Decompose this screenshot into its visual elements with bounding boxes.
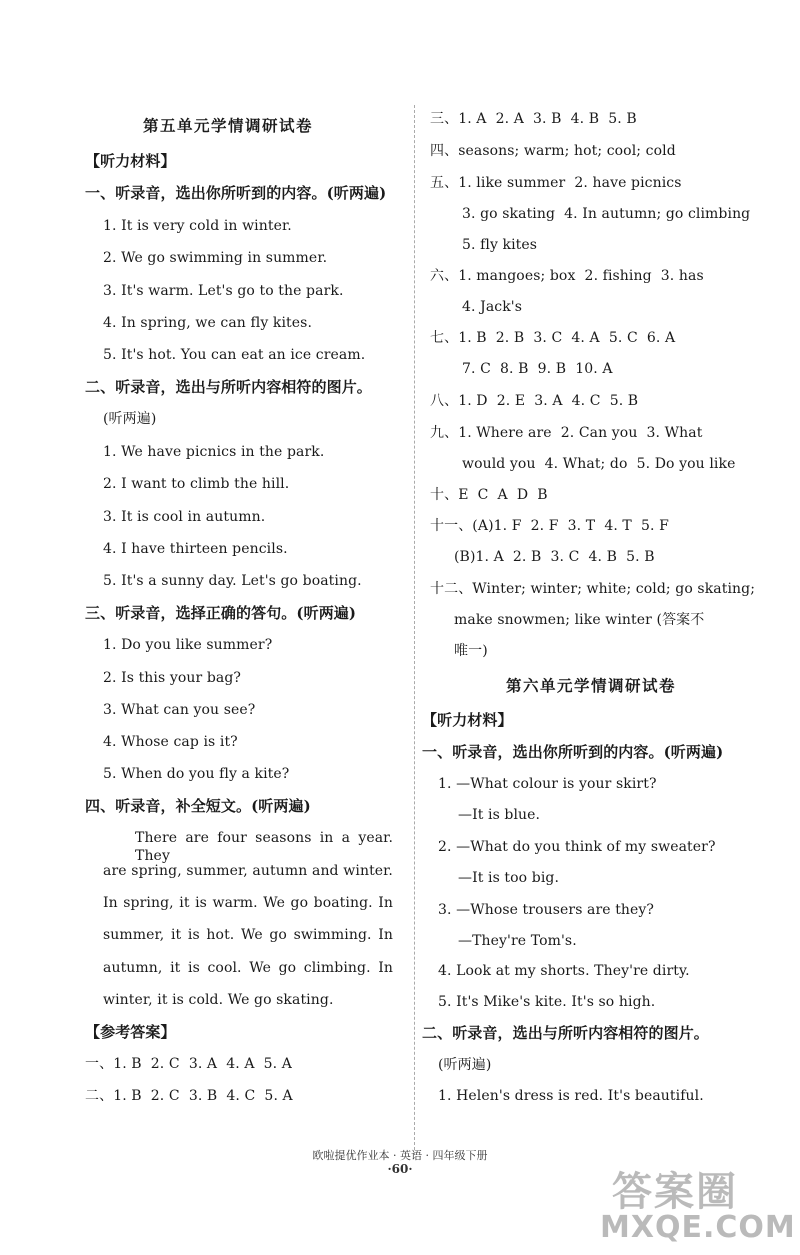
- answer-line: 3. go skating 4. In autumn; go climbing: [462, 206, 751, 222]
- answer-line: 四、seasons; warm; hot; cool; cold: [430, 143, 676, 159]
- unit6-part1-line: 5. It's Mike's kite. It's so high.: [438, 994, 656, 1010]
- answer-line: 六、1. mangoes; box 2. fishing 3. has: [430, 268, 704, 284]
- answer-line: 七、1. B 2. B 3. C 4. A 5. C 6. A: [430, 330, 676, 346]
- unit5-part3-item: 2. Is this your bag?: [103, 670, 242, 686]
- watermark-top-text: 答案圈: [612, 1169, 738, 1215]
- unit5-part2-item: 2. I want to climb the hill.: [103, 476, 290, 492]
- answer-line: 三、1. A 2. A 3. B 4. B 5. B: [430, 111, 637, 127]
- unit5-part3-item: 4. Whose cap is it?: [103, 734, 238, 750]
- answer-line: 十二、Winter; winter; white; cold; go skating;: [430, 581, 756, 597]
- footer-book-title: 欧啦提优作业本 · 英语 · 四年级下册: [312, 1149, 488, 1162]
- unit5-part4-line: autumn, it is cool. We go climbing. In: [103, 960, 393, 976]
- answer-line: would you 4. What; do 5. Do you like: [462, 456, 736, 472]
- unit6-part2-heading: 二、听录音，选出与所听内容相符的图片。: [422, 1024, 709, 1042]
- unit5-part4-line: winter, it is cold. We go skating.: [103, 992, 334, 1008]
- answer-line: 十、E C A D B: [430, 487, 548, 503]
- unit5-part2-note: (听两遍): [103, 411, 157, 427]
- answer-line: 7. C 8. B 9. B 10. A: [462, 361, 613, 377]
- unit5-part4-line: There are four seasons in a year. They: [135, 830, 393, 864]
- unit5-part1-item: 1. It is very cold in winter.: [103, 218, 292, 234]
- page-number: ·60·: [387, 1162, 413, 1176]
- answer-line: 八、1. D 2. E 3. A 4. C 5. B: [430, 393, 639, 409]
- unit5-part4-line: summer, it is hot. We go swimming. In: [103, 927, 393, 943]
- answer-line: (B)1. A 2. B 3. C 4. B 5. B: [454, 549, 655, 565]
- unit5-title: 第五单元学情调研试卷: [143, 116, 314, 135]
- unit5-answer-line: 一、1. B 2. C 3. A 4. A 5. A: [85, 1056, 292, 1072]
- answer-line: 十一、(A)1. F 2. F 3. T 4. T 5. F: [430, 518, 669, 534]
- unit5-part2-item: 5. It's a sunny day. Let's go boating.: [103, 573, 362, 589]
- unit5-part1-item: 5. It's hot. You can eat an ice cream.: [103, 347, 366, 363]
- unit5-part3-item: 5. When do you fly a kite?: [103, 766, 290, 782]
- unit5-part1-item: 2. We go swimming in summer.: [103, 250, 328, 266]
- unit5-part4-line: In spring, it is warm. We go boating. In: [103, 895, 393, 911]
- answer-line: make snowmen; like winter (答案不: [454, 612, 705, 628]
- watermark-bottom-text: MXQE.COM: [600, 1210, 796, 1245]
- unit5-part3-heading: 三、听录音，选择正确的答句。(听两遍): [85, 604, 357, 622]
- answer-line: 5. fly kites: [462, 237, 538, 253]
- unit6-part1-line: 4. Look at my shorts. They're dirty.: [438, 963, 690, 979]
- unit6-part1-line: 1. —What colour is your skirt?: [438, 776, 657, 792]
- answer-line: 唯一): [454, 643, 488, 659]
- unit5-listening-label: 【听力材料】: [85, 152, 176, 170]
- unit6-part1-line: 3. —Whose trousers are they?: [438, 902, 655, 918]
- unit6-listening-label: 【听力材料】: [422, 711, 513, 729]
- unit6-part1-line: 2. —What do you think of my sweater?: [438, 839, 716, 855]
- unit5-part4-line: are spring, summer, autumn and winter.: [103, 863, 393, 879]
- unit5-answer-line: 二、1. B 2. C 3. B 4. C 5. A: [85, 1088, 293, 1104]
- unit6-part2-item: 1. Helen's dress is red. It's beautiful.: [438, 1088, 704, 1104]
- watermark-logo: [600, 1160, 796, 1250]
- unit5-part1-item: 4. In spring, we can fly kites.: [103, 315, 312, 331]
- unit6-part1-heading: 一、听录音，选出你所听到的内容。(听两遍): [422, 743, 724, 761]
- unit6-part1-line: —They're Tom's.: [458, 933, 577, 949]
- unit5-part3-item: 1. Do you like summer?: [103, 637, 273, 653]
- unit5-part2-item: 1. We have picnics in the park.: [103, 444, 325, 460]
- unit6-title: 第六单元学情调研试卷: [506, 676, 677, 695]
- unit5-part1-item: 3. It's warm. Let's go to the park.: [103, 283, 344, 299]
- unit6-part1-line: —It is too big.: [458, 870, 560, 886]
- answer-line: 4. Jack's: [462, 299, 523, 315]
- answer-line: 五、1. like summer 2. have picnics: [430, 175, 682, 191]
- unit5-part2-heading: 二、听录音，选出与所听内容相符的图片。: [85, 378, 372, 396]
- unit6-part1-line: —It is blue.: [458, 807, 541, 823]
- unit5-answers-label: 【参考答案】: [85, 1023, 176, 1041]
- unit5-part2-item: 3. It is cool in autumn.: [103, 509, 266, 525]
- unit6-part2-note: (听两遍): [438, 1057, 492, 1073]
- unit5-part3-item: 3. What can you see?: [103, 702, 256, 718]
- answer-line: 九、1. Where are 2. Can you 3. What: [430, 425, 703, 441]
- unit5-part4-heading: 四、听录音，补全短文。(听两遍): [85, 797, 311, 815]
- unit5-part1-heading: 一、听录音，选出你所听到的内容。(听两遍): [85, 184, 387, 202]
- column-divider: [414, 105, 415, 1155]
- unit5-part2-item: 4. I have thirteen pencils.: [103, 541, 288, 557]
